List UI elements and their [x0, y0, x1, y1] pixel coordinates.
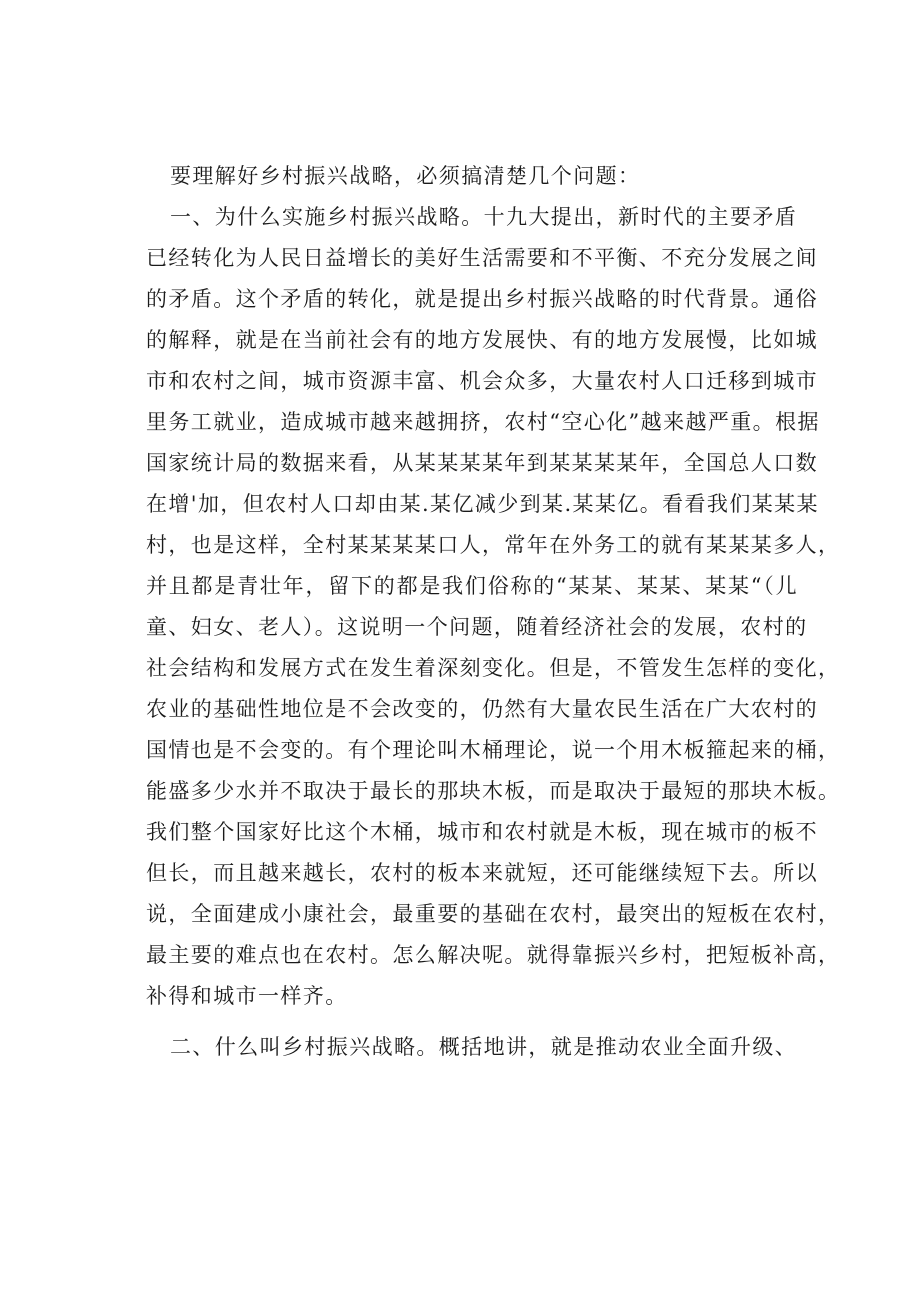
section1-line: 农业的基础性地位是不会改变的，仍然有大量农民生活在广大农村的: [146, 697, 818, 721]
section1-line: 已经转化为人民日益增长的美好生活需要和不平衡、不充分发展之间: [146, 246, 818, 270]
section1-line: 的解释，就是在当前社会有的地方发展快、有的地方发展慢，比如城: [146, 328, 818, 352]
document-body: [146, 156, 841, 1068]
section1-line: 国情也是不会变的。有个理论叫木桶理论，说一个用木板箍起来的桶，: [146, 738, 841, 762]
section1-line: 童、妇女、老人）。这说明一个问题，随着经济社会的发展，农村的: [146, 615, 808, 639]
section1-line: 我们整个国家好比这个木桶，城市和农村就是木板，现在城市的板不: [146, 820, 818, 844]
section1-line: 并且都是青壮年，留下的都是我们俗称的“某某、某某、某某“（儿: [146, 574, 798, 598]
section1-line: 村，也是这样，全村某某某某口人，常年在外务工的就有某某某多人，: [146, 533, 841, 557]
section1-line: 社会结构和发展方式在发生着深刻变化。但是，不管发生怎样的变化，: [146, 656, 841, 680]
section1-line: 说，全面建成小康社会，最重要的基础在农村，最突出的短板在农村，: [146, 902, 841, 926]
section1-line: 补得和城市一样齐。: [146, 984, 348, 1008]
section1-line: 在增'加，但农村人口却由某.某亿减少到某.某某亿。看看我们某某某: [146, 492, 819, 516]
section2-line: 二、什么叫乡村振兴战略。概括地讲，就是推动农业全面升级、: [170, 1035, 798, 1059]
section1-line: 市和农村之间，城市资源丰富、机会众多，大量农村人口迁移到城市: [146, 369, 818, 393]
paragraph-gap: [146, 1017, 798, 1027]
section1-line: 但长，而且越来越长，农村的板本来就短，还可能继续短下去。所以: [146, 861, 818, 885]
section1-line: 国家统计局的数据来看，从某某某某年到某某某某年，全国总人口数: [146, 451, 818, 475]
section1-line: 的矛盾。这个矛盾的转化，就是提出乡村振兴战略的时代背景。通俗: [146, 287, 818, 311]
section1-line: 能盛多少水并不取决于最长的那块木板，而是取决于最短的那块木板。: [146, 779, 841, 803]
intro-paragraph: 要理解好乡村振兴战略，必须搞清楚几个问题：: [170, 164, 641, 188]
section1-line: 里务工就业，造成城市越来越拥挤，农村“空心化”越来越严重。根据: [146, 410, 820, 434]
section1-line: 最主要的难点也在农村。怎么解决呢。就得靠振兴乡村，把短板补高，: [146, 943, 841, 967]
section1-line: 一、为什么实施乡村振兴战略。十九大提出，新时代的主要矛盾: [170, 205, 798, 229]
